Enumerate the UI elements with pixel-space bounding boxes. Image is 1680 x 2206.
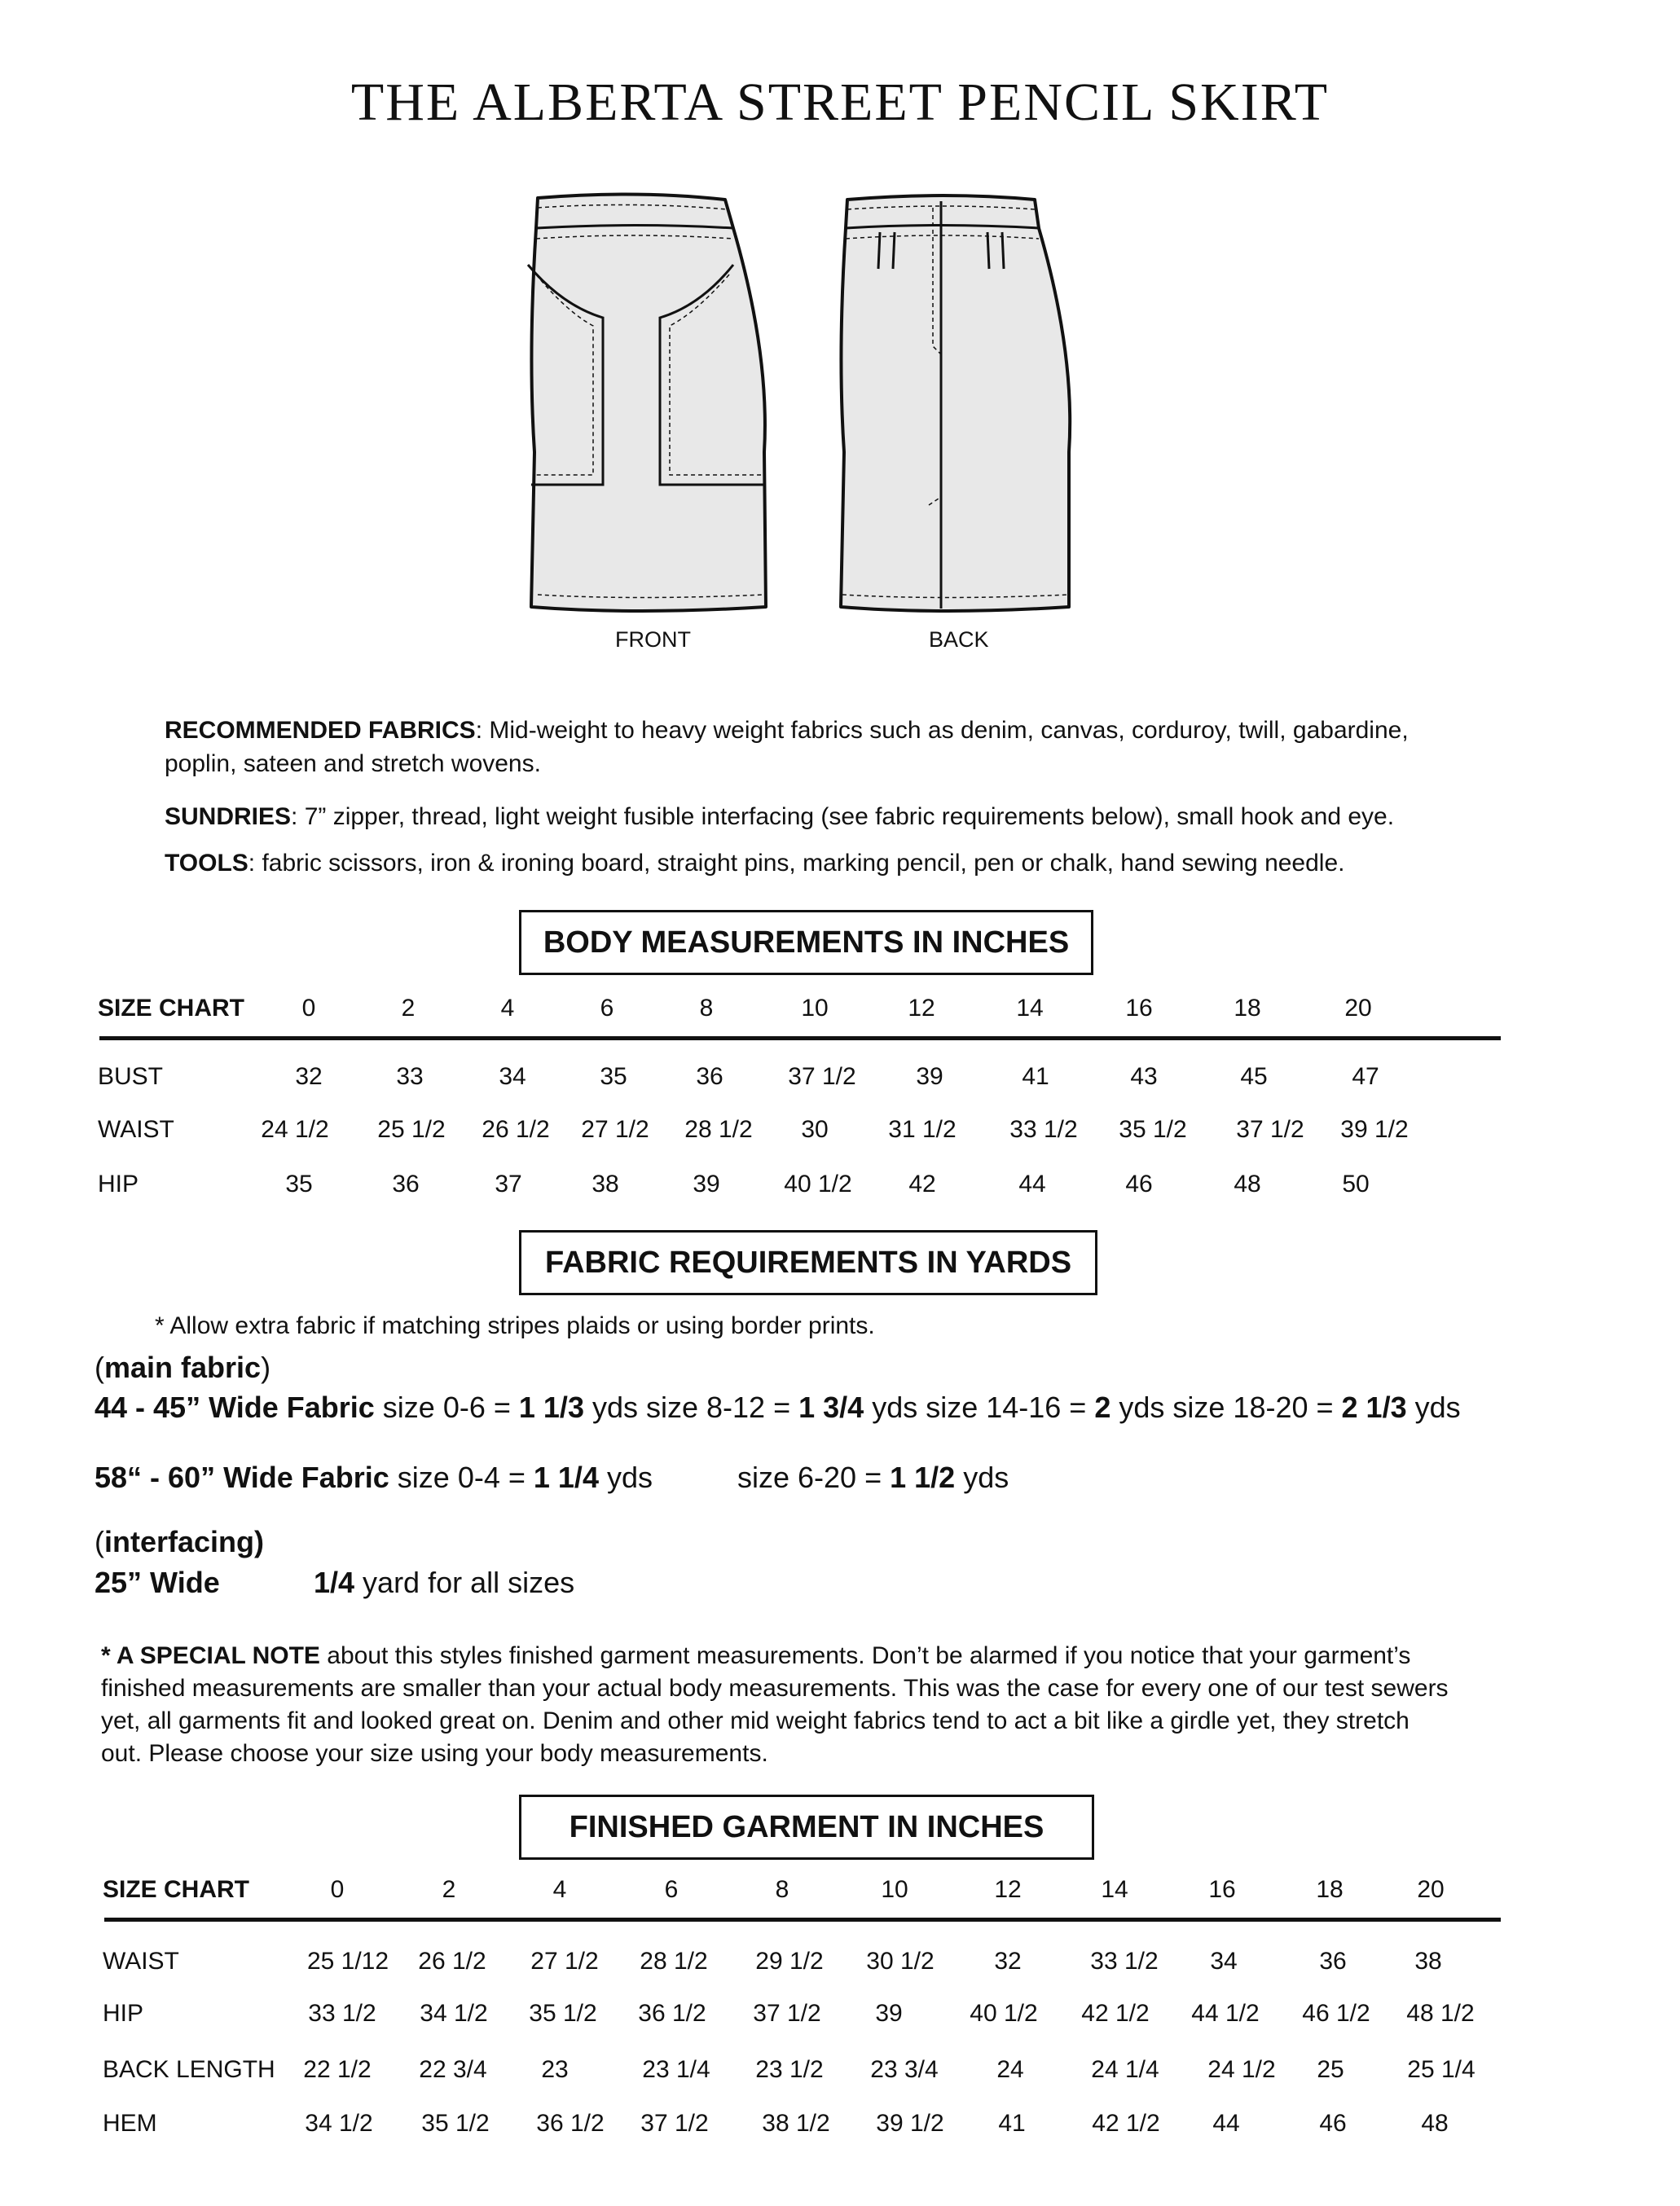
table-cell: 36	[392, 1171, 420, 1197]
table-cell: 37	[495, 1171, 522, 1197]
body-row-label-waist: WAIST	[98, 1116, 174, 1143]
extra-fabric-note: * Allow extra fabric if matching stripes plaids or using border prints.	[155, 1312, 875, 1339]
table-cell: 23 1/2	[755, 2056, 824, 2083]
table-cell: 40 1/2	[784, 1171, 852, 1197]
table-cell: 26 1/2	[482, 1116, 550, 1143]
table-cell: 24	[996, 2056, 1024, 2083]
back-view-label: BACK	[929, 627, 989, 652]
table-cell: 22 1/2	[303, 2056, 372, 2083]
table-cell: 48	[1234, 1171, 1261, 1197]
size-range-text: yds size 18-20 =	[1110, 1391, 1342, 1424]
page-title: THE ALBERTA STREET PENCIL SKIRT	[350, 73, 1330, 132]
table-cell: 35	[285, 1171, 313, 1197]
table-cell: 38	[592, 1171, 619, 1197]
table-cell: 44 1/2	[1191, 2000, 1260, 2027]
table-cell: 39	[916, 1063, 943, 1090]
table-cell: 30 1/2	[866, 1948, 935, 1975]
table-cell: 25 1/12	[306, 1948, 389, 1975]
finished-size-10: 10	[881, 1876, 908, 1903]
finished-size-8: 8	[775, 1876, 789, 1903]
table-cell: 32	[994, 1948, 1022, 1975]
table-cell: 34	[499, 1063, 526, 1090]
table-cell: 22 3/4	[419, 2056, 487, 2083]
finished-size-6: 6	[664, 1876, 679, 1903]
table-cell: 27 1/2	[581, 1116, 649, 1143]
interfacing-width	[95, 1566, 220, 1600]
table-cell: 24 1/2	[261, 1116, 329, 1143]
fabrics-text: : Mid-weight to heavy weight fabrics such as denim, canvas, corduroy, twill, gabardine,	[475, 717, 1409, 744]
table-cell: 31 1/2	[888, 1116, 957, 1143]
table-cell: 33 1/2	[308, 2000, 376, 2027]
body-table-rule	[99, 1036, 1501, 1040]
finished-table-rule	[104, 1918, 1501, 1922]
finished-size-12: 12	[994, 1876, 1022, 1903]
size-range-text: size 6-20 =	[737, 1461, 891, 1494]
fabric-44-45-row	[95, 1391, 1461, 1425]
table-cell: 44	[1018, 1171, 1046, 1197]
tools-text: : fabric scissors, iron & ironing board, straight pins, marking pencil, pen or chalk, hand sewing needle.	[248, 850, 1345, 877]
table-cell: 25	[1317, 2056, 1344, 2083]
table-cell: 33	[396, 1063, 424, 1090]
table-cell: 36	[1319, 1948, 1347, 1975]
sundries	[165, 801, 1394, 833]
table-cell: 40 1/2	[970, 2000, 1038, 2027]
table-cell: 35 1/2	[421, 2110, 490, 2137]
body-size-2: 2	[401, 995, 416, 1022]
table-cell: 24 1/4	[1091, 2056, 1159, 2083]
yardage-value: 1 1/2	[890, 1461, 956, 1494]
fabric-requirements-heading: FABRIC REQUIREMENTS IN YARDS	[519, 1230, 1097, 1295]
sundries-text: : 7” zipper, thread, light weight fusible interfacing (see fabric requirements below), small hook and eye.	[291, 803, 1395, 830]
back-skirt-outline	[841, 196, 1070, 611]
table-cell: 34 1/2	[305, 2110, 373, 2137]
table-cell: 43	[1130, 1063, 1158, 1090]
finished-size-18: 18	[1316, 1876, 1344, 1903]
table-cell: 35	[600, 1063, 627, 1090]
table-cell: 27 1/2	[530, 1948, 599, 1975]
table-cell: 48 1/2	[1406, 2000, 1475, 2027]
yardage-value: 1 1/4	[533, 1461, 599, 1494]
paren-close: )	[261, 1351, 271, 1384]
table-cell: 44	[1212, 2110, 1240, 2137]
recommended-fabrics	[165, 714, 1409, 747]
table-cell: 37 1/2	[788, 1063, 856, 1090]
size-range-text: yds	[598, 1461, 653, 1494]
fabric-44-45-label: 44 - 45” Wide Fabric	[95, 1391, 375, 1424]
table-cell: 36 1/2	[638, 2000, 706, 2027]
finished-row-label-waist: WAIST	[103, 1948, 179, 1975]
table-cell: 35 1/2	[1119, 1116, 1187, 1143]
special-note-line-4: out. Please choose your size using your body measurements.	[101, 1740, 768, 1767]
body-size-4: 4	[500, 995, 515, 1022]
table-cell: 23	[541, 2056, 569, 2083]
body-size-16: 16	[1125, 995, 1153, 1022]
front-view-label: FRONT	[615, 627, 691, 652]
body-row-label-bust: BUST	[98, 1063, 164, 1090]
yardage-value: 1/4	[314, 1566, 355, 1599]
skirt-illustration	[489, 183, 1108, 623]
body-size-6: 6	[600, 995, 614, 1022]
table-cell: 24 1/2	[1207, 2056, 1276, 2083]
yardage-value: 2 1/3	[1341, 1391, 1407, 1424]
body-row-label-hip: HIP	[98, 1171, 139, 1197]
table-cell: 41	[998, 2110, 1026, 2137]
table-cell: 47	[1352, 1063, 1379, 1090]
table-cell: 38	[1414, 1948, 1442, 1975]
yardage-value: 1 1/3	[518, 1391, 584, 1424]
body-measurements-heading: BODY MEASUREMENTS IN INCHES	[519, 910, 1093, 975]
table-cell: 36 1/2	[536, 2110, 605, 2137]
size-range-text: yds	[1406, 1391, 1461, 1424]
body-size-chart-label: SIZE CHART	[98, 995, 244, 1022]
table-cell: 50	[1342, 1171, 1370, 1197]
finished-size-20: 20	[1417, 1876, 1445, 1903]
size-range-text: size 0-6 =	[374, 1391, 519, 1424]
main-fabric-label: main fabric	[104, 1351, 262, 1384]
table-cell: 23 3/4	[870, 2056, 939, 2083]
table-cell: 48	[1421, 2110, 1449, 2137]
special-note-label: * A SPECIAL NOTE	[101, 1642, 320, 1669]
special-note-line-1	[101, 1640, 1410, 1672]
table-cell: 42	[908, 1171, 936, 1197]
table-cell: 32	[295, 1063, 323, 1090]
table-cell: 29 1/2	[755, 1948, 824, 1975]
table-cell: 38 1/2	[762, 2110, 830, 2137]
table-cell: 33 1/2	[1009, 1116, 1078, 1143]
finished-size-2: 2	[442, 1876, 456, 1903]
finished-size-chart-label: SIZE CHART	[103, 1876, 249, 1903]
fabric-58-60-label: 58“ - 60” Wide Fabric	[95, 1461, 389, 1494]
table-cell: 42 1/2	[1081, 2000, 1150, 2027]
table-cell: 36	[696, 1063, 723, 1090]
body-size-8: 8	[699, 995, 714, 1022]
interfacing-heading	[95, 1525, 264, 1559]
special-note-text: about this styles finished garment measurements. Don’t be alarmed if you notice that your garment’s	[319, 1642, 1411, 1669]
tools-label: TOOLS	[165, 850, 248, 877]
table-cell: 42 1/2	[1092, 2110, 1160, 2137]
paren-open: (	[95, 1351, 104, 1384]
finished-size-0: 0	[330, 1876, 345, 1903]
fabrics-text-continued: poplin, sateen and stretch wovens.	[165, 750, 541, 777]
table-cell: 39 1/2	[1340, 1116, 1409, 1143]
special-note-line-2: finished measurements are smaller than your actual body measurements. This was the case for every one of our test sewers	[101, 1675, 1449, 1702]
table-cell: 39	[875, 2000, 903, 2027]
finished-row-label-back-length: BACK LENGTH	[103, 2056, 275, 2083]
finished-size-16: 16	[1208, 1876, 1236, 1903]
interfacing-width-label: 25” Wide	[95, 1566, 220, 1599]
main-fabric-heading	[95, 1351, 270, 1385]
size-range-text: yds	[955, 1461, 1009, 1494]
body-size-14: 14	[1016, 995, 1044, 1022]
finished-size-14: 14	[1101, 1876, 1128, 1903]
yardage-text: yard for all sizes	[354, 1566, 575, 1599]
yardage-value: 1 3/4	[798, 1391, 864, 1424]
fabric-58-60-row	[95, 1461, 653, 1495]
table-cell: 28 1/2	[684, 1116, 753, 1143]
finished-size-4: 4	[552, 1876, 567, 1903]
body-size-10: 10	[801, 995, 829, 1022]
interfacing-yardage	[314, 1566, 574, 1600]
table-cell: 23 1/4	[642, 2056, 710, 2083]
table-cell: 46	[1319, 2110, 1347, 2137]
yardage-value: 2	[1094, 1391, 1111, 1424]
table-cell: 46	[1125, 1171, 1153, 1197]
table-cell: 33 1/2	[1090, 1948, 1159, 1975]
table-cell: 37 1/2	[753, 2000, 821, 2027]
finished-row-label-hip: HIP	[103, 2000, 144, 2027]
size-range-text: size 0-4 =	[389, 1461, 534, 1494]
table-cell: 46 1/2	[1302, 2000, 1370, 2027]
table-cell: 26 1/2	[418, 1948, 486, 1975]
body-size-18: 18	[1234, 995, 1261, 1022]
tools	[165, 847, 1345, 880]
table-cell: 34 1/2	[420, 2000, 488, 2027]
interfacing-label: interfacing)	[104, 1525, 265, 1558]
table-cell: 25 1/4	[1407, 2056, 1475, 2083]
table-cell: 45	[1240, 1063, 1268, 1090]
table-cell: 34	[1210, 1948, 1238, 1975]
table-cell: 37 1/2	[640, 2110, 709, 2137]
body-size-20: 20	[1344, 995, 1372, 1022]
table-cell: 39	[693, 1171, 720, 1197]
fabrics-label: RECOMMENDED FABRICS	[165, 717, 476, 744]
table-cell: 39 1/2	[876, 2110, 944, 2137]
table-cell: 37 1/2	[1236, 1116, 1304, 1143]
table-cell: 25 1/2	[377, 1116, 446, 1143]
body-size-0: 0	[301, 995, 316, 1022]
special-note-line-3: yet, all garments fit and looked great on. Denim and other mid weight fabrics tend to act a bit like a girdle yet, they stretch	[101, 1707, 1410, 1734]
table-cell: 41	[1022, 1063, 1049, 1090]
body-size-12: 12	[908, 995, 935, 1022]
size-range-text: yds size 14-16 =	[864, 1391, 1095, 1424]
front-skirt-outline	[531, 194, 766, 611]
table-cell: 30	[801, 1116, 829, 1143]
table-cell: 35 1/2	[529, 2000, 597, 2027]
size-range-text: yds size 8-12 =	[583, 1391, 799, 1424]
fabric-58-60-row-part2	[737, 1461, 1009, 1495]
paren-open: (	[95, 1525, 104, 1558]
finished-row-label-hem: HEM	[103, 2110, 157, 2137]
table-cell: 28 1/2	[640, 1948, 708, 1975]
sundries-label: SUNDRIES	[165, 803, 292, 830]
finished-garment-heading: FINISHED GARMENT IN INCHES	[519, 1795, 1094, 1860]
